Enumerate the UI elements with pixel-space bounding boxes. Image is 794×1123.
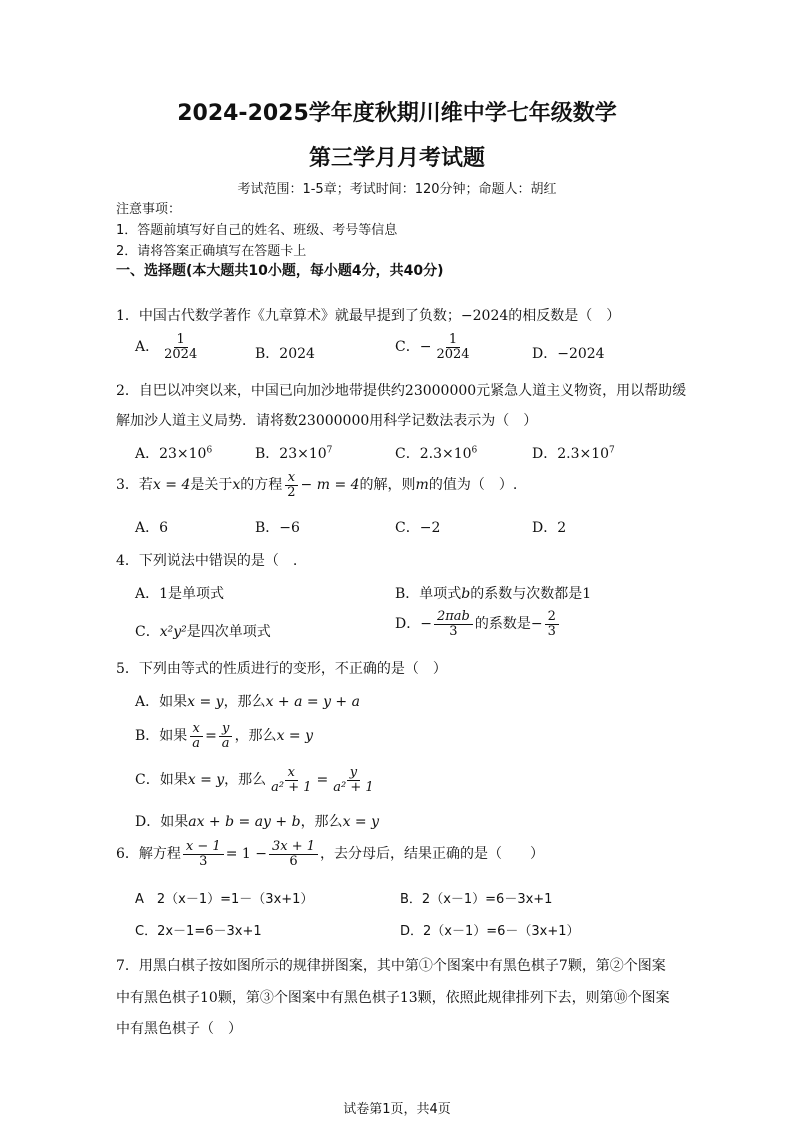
question-5-option-b: B．如果 $\frac{x}{a}$ = $\frac{y}{a}$ ，那么x = y: [135, 721, 313, 751]
fraction: $\frac{3x + 1}{6}$: [269, 840, 318, 868]
question-5-option-c: C．如果x = y，那么 $\frac{x}{\text{a² + 1}}$ = $\frac{y}{\text{a² + 1}}$: [135, 766, 379, 794]
question-7-line-1: 7．用黑白棋子按如图所示的规律拼图案，其中第①个图案中有黑色棋子7颗，第②个图案: [116, 958, 666, 974]
notice-item-1: 1．答题前填写好自己的姓名、班级、考号等信息: [116, 223, 398, 238]
question-1-stem: 1．中国古代数学著作《九章算术》就最早提到了负数；−2024的相反数是（ ）: [116, 308, 621, 324]
fraction: $\frac{1}{2024}$: [164, 332, 198, 362]
question-2-option-c: C．$2.3\times 10^6$: [395, 445, 478, 462]
question-6-option-a: A 2（x－1）=1－（3x+1）: [135, 892, 314, 907]
question-5-option-d: D．如果ax + b = ay + b，那么x = y: [135, 814, 379, 830]
question-1-option-a: [135, 333, 202, 361]
question-4-stem: 4．下列说法中错误的是（ .: [116, 553, 298, 569]
question-3-stem: 3．若x = 4是关于x的方程 $\frac{x}{2}$ − m = 4的解，则m的值为（ ）.: [116, 470, 518, 500]
question-4-option-c: C．x²y²是四次单项式: [135, 624, 271, 640]
page-footer: 试卷第1页，共4页: [343, 1102, 451, 1117]
question-6-option-c: C．2x－1=6－3x+1: [135, 924, 262, 939]
fraction: $\frac{x}{2}$: [284, 471, 298, 499]
question-2-line-2: 解加沙人道主义局势．请将数23000000用科学记数法表示为（ ）: [116, 413, 538, 429]
fraction: $\frac{y}{a}$: [219, 722, 233, 750]
question-2-option-b: B．$23\times 10^7$: [255, 445, 333, 462]
notice-item-2: 2．请将答案正确填写在答题卡上: [116, 244, 307, 259]
question-4-option-a: A．1是单项式: [135, 586, 225, 602]
question-1-option-c: [395, 333, 475, 361]
exam-title-line1: 2024-2025学年度秋期川维中学七年级数学: [177, 101, 617, 126]
fraction: $\frac{2}{3}$: [545, 610, 559, 638]
option-label: A．: [135, 339, 160, 356]
question-2-option-a: A．$23\times 10^6$: [135, 445, 213, 462]
question-2-option-d: D．$2.3\times 10^7$: [532, 445, 615, 462]
exam-meta: 考试范围：1-5章；考试时间：120分钟；命题人：胡红: [237, 182, 557, 197]
question-5-stem: 5．下列由等式的性质进行的变形，不正确的是（ ）: [116, 661, 447, 677]
question-4-option-b: B．单项式b的系数与次数都是1: [395, 586, 592, 602]
question-1-option-d: D．−2024: [532, 346, 605, 362]
question-3-option-a: A．6: [135, 520, 169, 536]
fraction: $\frac{x}{a}$: [189, 722, 203, 750]
question-2-line-1: 2．自巴以冲突以来，中国已向加沙地带提供约23000000元紧急人道主义物资，用以帮助缓: [116, 383, 687, 399]
question-6-option-d: D．2（x－1）=6－（3x+1）: [400, 924, 580, 939]
question-3-option-b: B．−6: [255, 520, 300, 536]
question-6-stem: 6．解方程 $\frac{x - 1}{3}$ = 1 − $\frac{3x + 1}{6}$ ，去分母后，结果正确的是（ ）: [116, 839, 544, 869]
notice-heading: 注意事项：: [116, 202, 182, 217]
fraction: $\frac{y}{\text{a² + 1}}$: [333, 765, 374, 795]
fraction: $\frac{1}{2024}$: [436, 332, 470, 362]
question-7-line-3: 中有黑色棋子（ ）: [116, 1021, 242, 1037]
question-5-option-a: A．如果x = y，那么x + a = y + a: [135, 694, 360, 710]
question-3-option-d: D．2: [532, 520, 567, 536]
exam-title-line2: 第三学月月考试题: [308, 146, 485, 171]
option-label: C．−: [395, 339, 432, 356]
fraction: $\frac{x - 1}{3}$: [183, 840, 224, 868]
question-1-option-b: B．2024: [255, 346, 315, 362]
question-6-option-b: B．2（x－1）=6－3x+1: [400, 892, 553, 907]
section-heading-choice: 一、选择题(本大题共10小题，每小题4分，共40分): [116, 263, 444, 279]
fraction: $\frac{\text{2πab}}{3}$: [434, 610, 473, 638]
question-4-option-d: D．− $\frac{\text{2πab}}{3}$ 的系数是− $\frac{2}{3}$: [395, 610, 561, 638]
question-7-line-2: 中有黑色棋子10颗，第③个图案中有黑色棋子13颗，依照此规律排列下去，则第⑩个图案: [116, 990, 670, 1006]
question-3-option-c: C．−2: [395, 520, 441, 536]
fraction: $\frac{x}{\text{a² + 1}}$: [271, 765, 312, 795]
